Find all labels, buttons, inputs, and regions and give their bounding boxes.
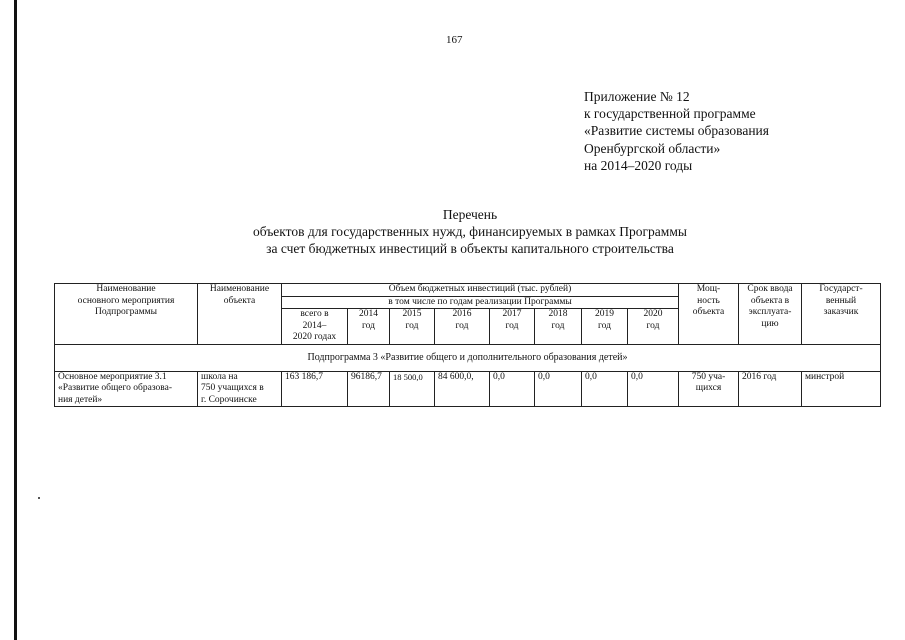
header-measure-name: Наименование основного мероприятия Подпрограммы — [55, 284, 198, 345]
header-customer: Государст- венный заказчик — [802, 284, 881, 345]
appendix-line-3: «Развитие системы образования — [584, 123, 769, 139]
subprogram-row — [55, 344, 881, 371]
appendix-block — [584, 88, 769, 174]
document-heading — [160, 206, 780, 257]
cell-capacity: 750 уча- щихся — [679, 371, 739, 407]
header-year-2017: 2017 год — [490, 309, 535, 345]
cell-2016: 84 600,0, — [435, 371, 490, 407]
header-year-2014: 2014 год — [348, 309, 390, 345]
cell-2018: 0,0 — [535, 371, 582, 407]
appendix-line-5: на 2014–2020 годы — [584, 157, 693, 173]
header-year-2015: 2015 год — [390, 309, 435, 345]
appendix-line-2: к государственной программе — [584, 106, 756, 122]
header-by-years: в том числе по годам реализации Программы — [282, 296, 679, 309]
cell-2015: 18 500,0 — [390, 371, 435, 407]
appendix-line-1: Приложение № 12 — [584, 89, 690, 104]
cell-object: школа на 750 учащихся в г. Сорочинске — [198, 371, 282, 407]
subprogram-title: Подпрограмма 3 «Развитие общего и дополнительного образования детей» — [55, 344, 881, 371]
cell-deadline: 2016 год — [739, 371, 802, 407]
page-number: 167 — [446, 34, 463, 46]
header-total: всего в 2014– 2020 годах — [282, 309, 348, 345]
page-left-border — [14, 0, 17, 640]
cell-2020: 0,0 — [628, 371, 679, 407]
header-year-2020: 2020 год — [628, 309, 679, 345]
cell-customer: минстрой — [802, 371, 881, 407]
header-capacity: Мощ- ность объекта — [679, 284, 739, 345]
header-year-2019: 2019 год — [582, 309, 628, 345]
heading-title: Перечень — [442, 207, 498, 222]
header-investment-volume: Объем бюджетных инвестиций (тыс. рублей) — [282, 284, 679, 297]
appendix-line-4: Оренбургской области» — [584, 140, 721, 156]
cell-2019: 0,0 — [582, 371, 628, 407]
heading-line-3: за счет бюджетных инвестиций в объекты капитального строительства — [266, 241, 674, 256]
header-year-2018: 2018 год — [535, 309, 582, 345]
header-row-1 — [55, 284, 881, 297]
table-row — [55, 371, 881, 407]
cell-measure: Основное мероприятие 3.1 «Развитие общего образова- ния детей» — [55, 371, 198, 407]
cell-2014: 96186,7 — [348, 371, 390, 407]
header-year-2016: 2016 год — [435, 309, 490, 345]
heading-line-2: объектов для государственных нужд, финансируемых в рамках Программы — [253, 224, 687, 239]
header-deadline: Срок ввода объекта в эксплуата- цию — [739, 284, 802, 345]
header-object-name: Наименование объекта — [198, 284, 282, 345]
cell-total: 163 186,7 — [282, 371, 348, 407]
scan-speck — [38, 497, 40, 499]
investment-table — [54, 283, 881, 407]
cell-2017: 0,0 — [490, 371, 535, 407]
